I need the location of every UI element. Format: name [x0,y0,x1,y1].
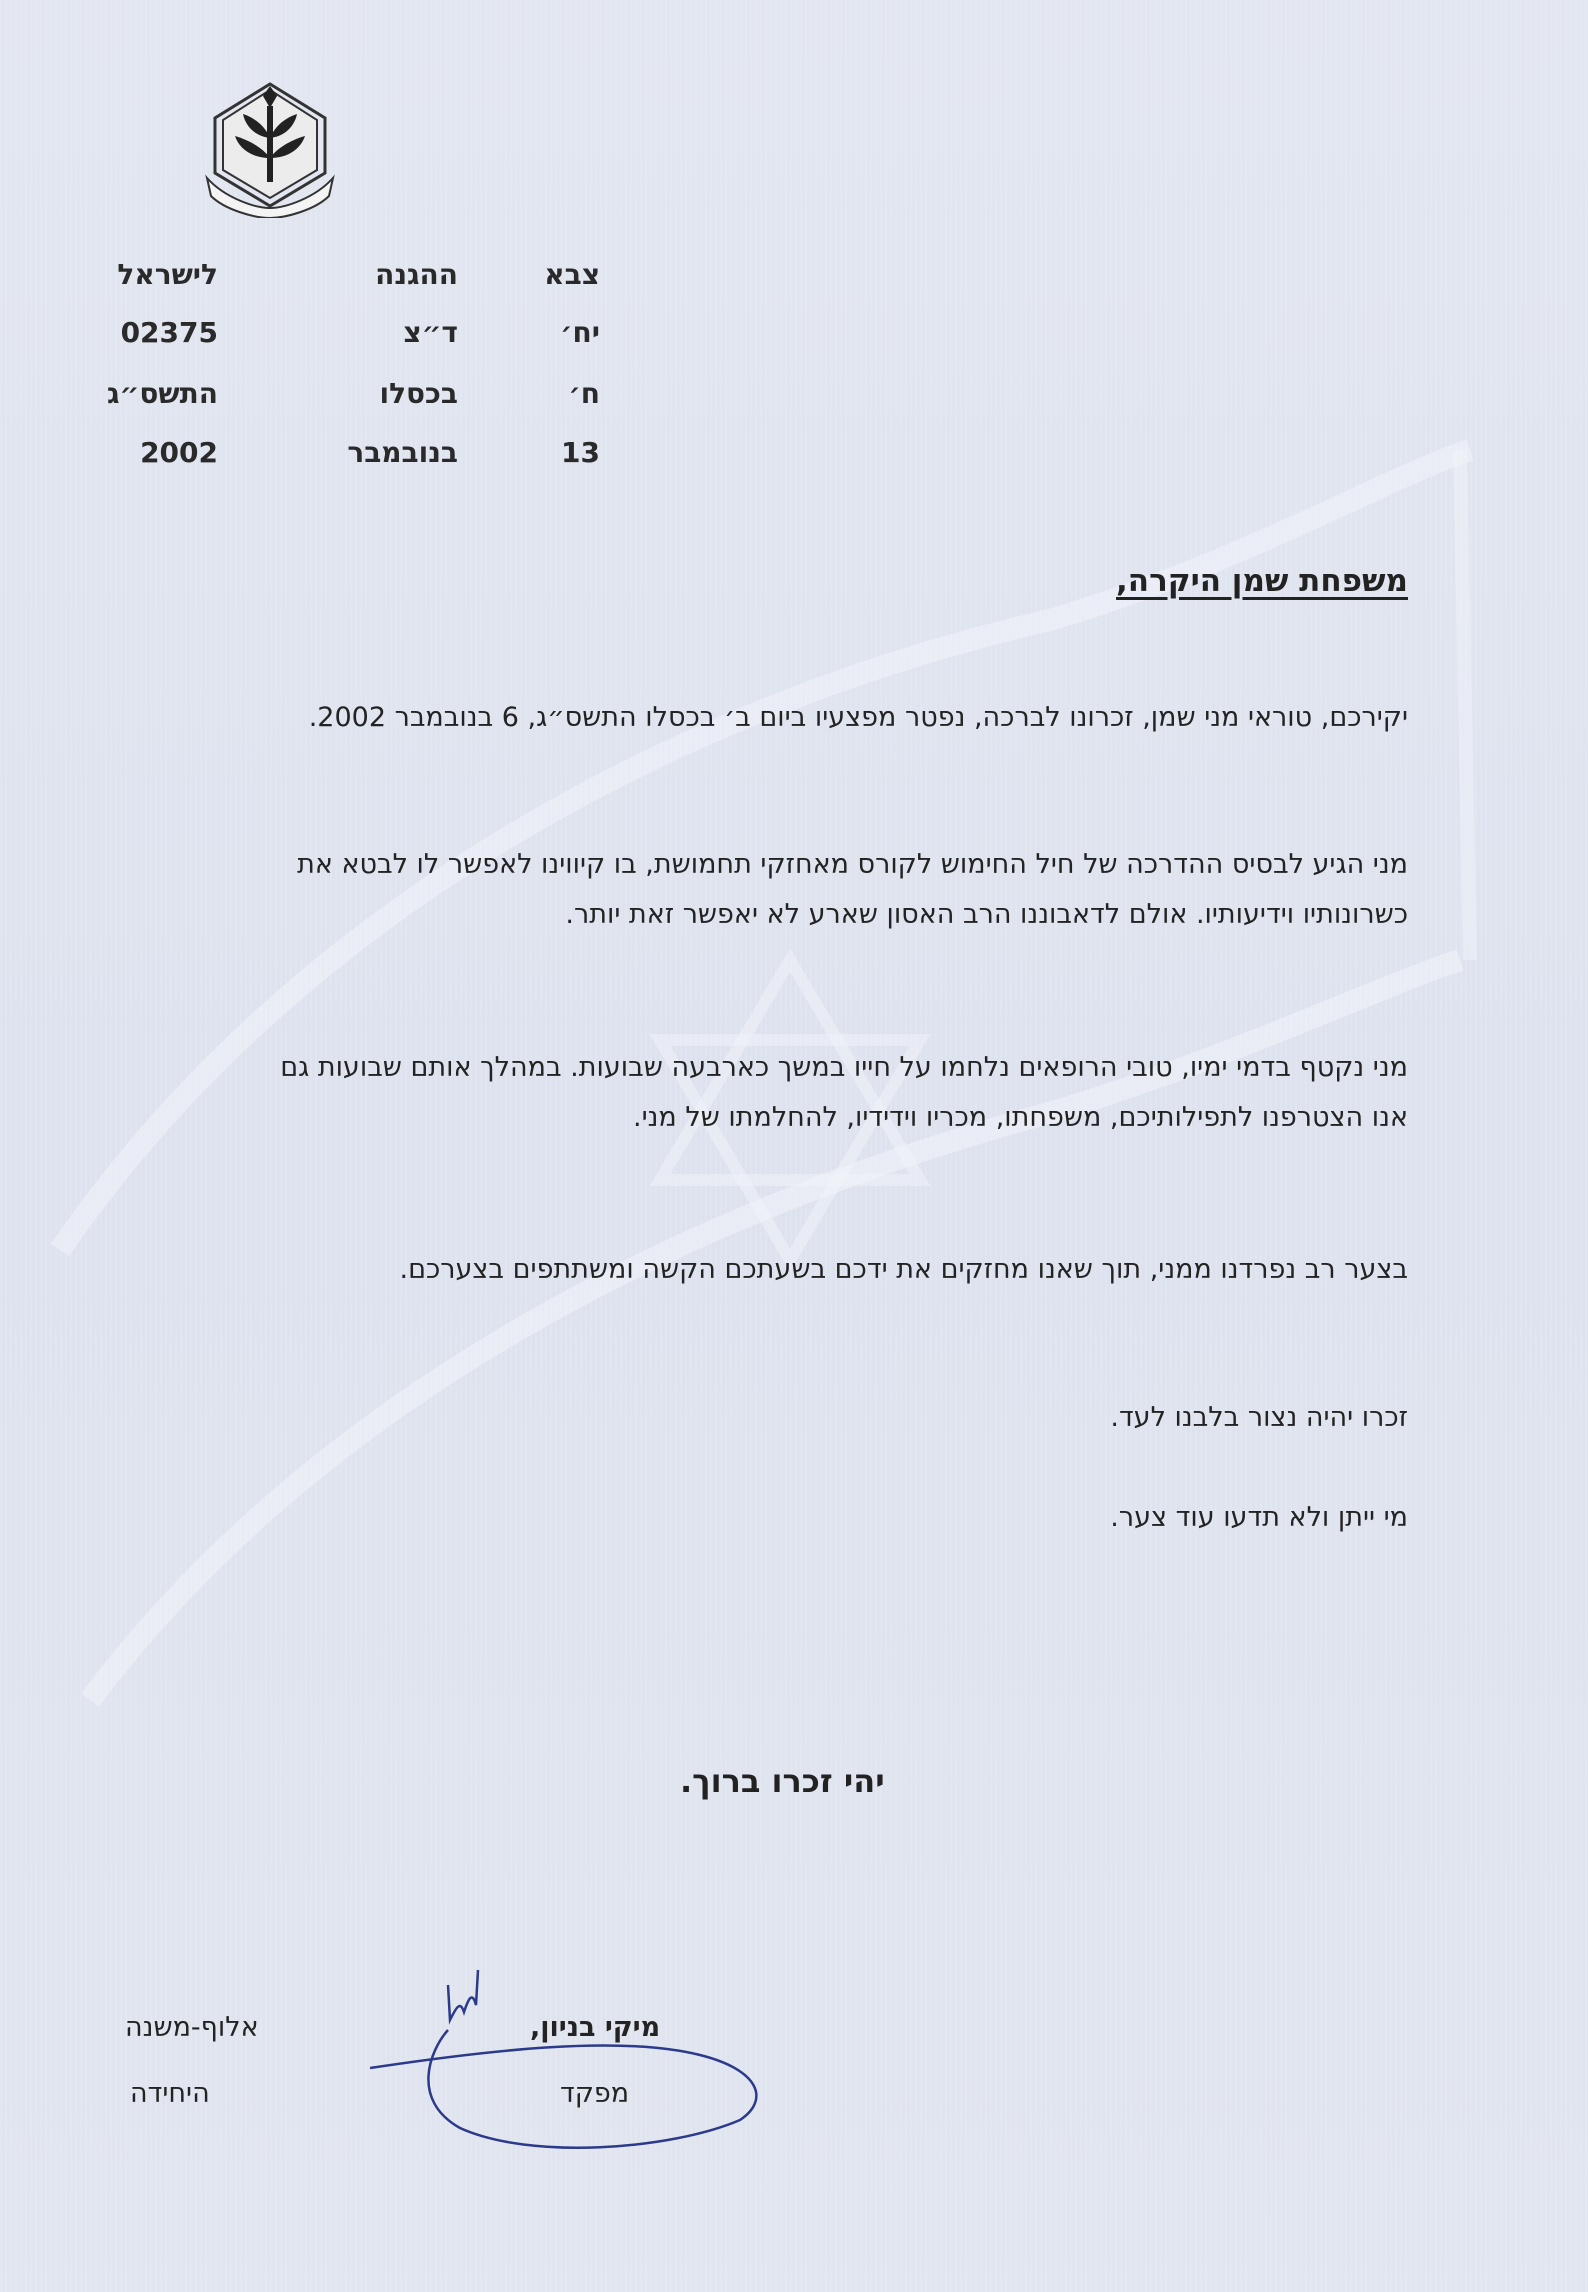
header-unit-abbr: יח׳ [560,316,600,349]
header-unit-number: 02375 [120,316,218,349]
header-greg-day: 13 [561,436,600,469]
header-greg-year: 2002 [140,436,218,469]
header-hebrew-month: בכסלו [379,377,458,410]
signature-name: מיקי בניון, [530,2012,661,2043]
letter-paragraph-6: מי ייתן ולא תדעו עוד צער. [1110,1502,1408,1533]
signature-rank: אלוף-משנה [125,2012,259,2043]
letter-paragraph-1: יקירכם, טוראי מני שמן, זכרונו לברכה, נפטר מפצעיו ביום ב׳ בכסלו התשס״ג, 6 בנובמבר 2002. [308,702,1408,733]
letter-salutation: משפחת שמן היקרה, [1116,563,1408,599]
header-org-word2: ההגנה [375,258,458,291]
letter-paragraph-5: זכרו יהיה נצור בלבנו לעד. [1110,1402,1408,1433]
header-greg-month: בנובמבר [347,436,458,469]
letter-paragraph-4: בצער רב נפרדנו ממני, תוך שאנו מחזקים את ידכם בשעתכם הקשה ומשתתפים בצערכם. [399,1254,1408,1285]
letter-closing: יהי זכרו ברוך. [680,1762,885,1800]
letter-paragraph-3: מני נקטף בדמי ימיו, טובי הרופאים נלחמו על חייו במשך כארבעה שבועות. במהלך אותם שבועות גם אנו הצטרפנו לתפילותיכם, משפחתו, מכריו וידידיו, להחלמתו של מני. [280,1052,1408,1133]
header-hebrew-day: ח׳ [568,377,600,410]
handwritten-signature [370,1950,770,2160]
signature-unit: היחידה [130,2078,210,2109]
header-hebrew-year: התשס״ג [106,377,218,410]
header-org-word3: לישראל [117,258,218,291]
signature-role: מפקד [560,2078,630,2109]
header-org-word1: צבא [544,258,600,291]
idf-emblem-icon [205,78,335,218]
letter-paragraph-2: מני הגיע לבסיס ההדרכה של חיל החימוש לקורס מאחזקי תחמושת, בו קיווינו לאפשר לו לבטא את כשרונותיו וידיעותיו. אולם לדאבוננו הרב האסון שארע לא יאפשר זאת יותר. [297,849,1408,930]
header-unit-code: ד״צ [403,316,458,349]
